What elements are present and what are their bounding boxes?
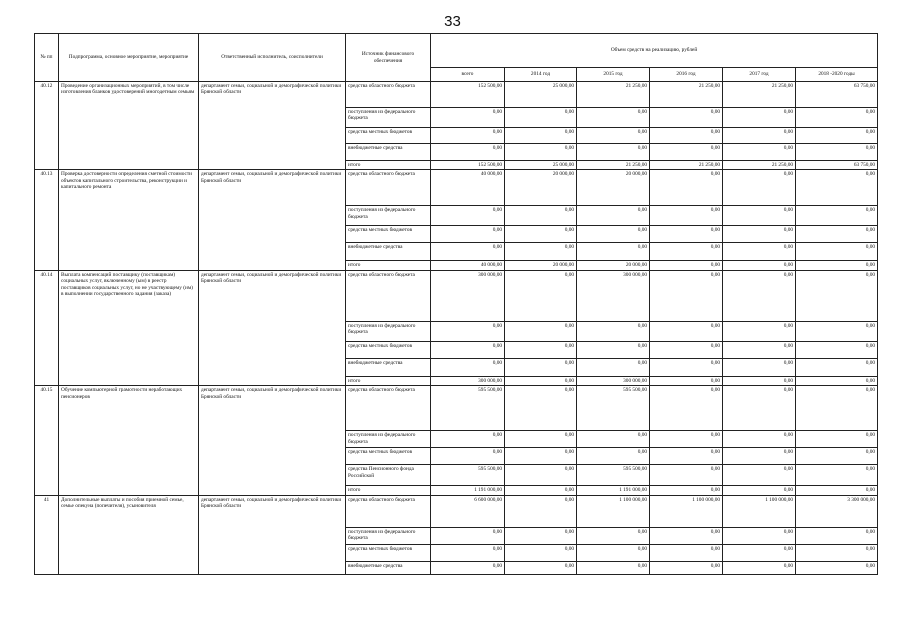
item-executor: департамент семьи, социальной и демографической политики Брянской области [199, 170, 346, 270]
amount-cell: 0,00 [650, 561, 723, 574]
amount-cell: 0,00 [796, 561, 878, 574]
amount-cell: 0,00 [796, 465, 878, 486]
amount-cell: 0,00 [796, 431, 878, 448]
amount-cell: 0,00 [723, 486, 796, 495]
amount-cell: 0,00 [431, 144, 505, 161]
amount-cell: 595 500,00 [577, 465, 650, 486]
amount-cell: 0,00 [650, 544, 723, 561]
funding-source: поступления из федерального бюджета [346, 431, 431, 448]
amount-cell: 0,00 [650, 486, 723, 495]
amount-cell: 0,00 [796, 243, 878, 261]
amount-cell: 0,00 [431, 128, 505, 144]
amount-cell: 21 250,00 [723, 82, 796, 108]
amount-cell: 0,00 [505, 486, 577, 495]
header-year: всего [431, 68, 505, 82]
item-code: 40.12 [35, 82, 59, 170]
amount-cell: 152 500,00 [431, 161, 505, 170]
header-year: 2015 год [577, 68, 650, 82]
amount-cell: 0,00 [505, 226, 577, 243]
amount-cell: 0,00 [723, 170, 796, 206]
table-row [35, 495, 878, 527]
amount-cell: 0,00 [431, 108, 505, 128]
amount-cell: 0,00 [650, 170, 723, 206]
amount-cell: 1 100 000,00 [577, 495, 650, 527]
amount-cell: 595 500,00 [577, 386, 650, 431]
amount-cell: 21 250,00 [650, 161, 723, 170]
amount-cell: 0,00 [505, 206, 577, 226]
amount-cell: 0,00 [577, 431, 650, 448]
amount-cell: 0,00 [505, 386, 577, 431]
item-title: Обучение компьютерной грамотности неработающих пенсионеров [59, 386, 199, 495]
funding-source: итого [346, 261, 431, 270]
amount-cell: 0,00 [796, 386, 878, 431]
amount-cell: 0,00 [796, 144, 878, 161]
amount-cell: 0,00 [796, 321, 878, 341]
table-row [35, 386, 878, 431]
amount-cell: 40 000,00 [431, 170, 505, 206]
amount-cell: 300 000,00 [431, 270, 505, 321]
amount-cell: 0,00 [650, 448, 723, 465]
amount-cell: 0,00 [650, 226, 723, 243]
amount-cell: 0,00 [723, 431, 796, 448]
amount-cell: 0,00 [650, 144, 723, 161]
amount-cell: 0,00 [431, 226, 505, 243]
header-no: № пп [35, 34, 59, 82]
amount-cell: 0,00 [431, 527, 505, 544]
amount-cell: 0,00 [723, 386, 796, 431]
amount-cell: 0,00 [796, 486, 878, 495]
funding-source: итого [346, 376, 431, 385]
funding-source: внебюджетные средства [346, 243, 431, 261]
amount-cell: 300 000,00 [577, 376, 650, 385]
funding-source: внебюджетные средства [346, 144, 431, 161]
table-row [35, 82, 878, 108]
amount-cell: 0,00 [723, 527, 796, 544]
funding-source: средства местных бюджетов [346, 341, 431, 358]
header-program: Подпрограмма, основное мероприятие, мероприятие [59, 34, 199, 82]
amount-cell: 0,00 [505, 431, 577, 448]
table-row [35, 170, 878, 206]
header-year: 2017 год [723, 68, 796, 82]
amount-cell: 0,00 [577, 527, 650, 544]
amount-cell: 0,00 [505, 358, 577, 376]
amount-cell: 0,00 [723, 544, 796, 561]
funding-source: средства местных бюджетов [346, 226, 431, 243]
amount-cell: 0,00 [431, 431, 505, 448]
amount-cell: 25 000,00 [505, 161, 577, 170]
amount-cell: 0,00 [431, 544, 505, 561]
amount-cell: 0,00 [796, 358, 878, 376]
funding-source: средства областного бюджета [346, 386, 431, 431]
item-code: 40.14 [35, 270, 59, 385]
amount-cell: 0,00 [577, 341, 650, 358]
amount-cell: 0,00 [796, 544, 878, 561]
amount-cell: 0,00 [650, 431, 723, 448]
amount-cell: 0,00 [650, 386, 723, 431]
amount-cell: 0,00 [650, 358, 723, 376]
header-source: Источник финансового обеспечения [346, 34, 431, 82]
amount-cell: 0,00 [723, 261, 796, 270]
amount-cell: 0,00 [505, 341, 577, 358]
amount-cell: 0,00 [796, 261, 878, 270]
amount-cell: 0,00 [723, 358, 796, 376]
amount-cell: 300 000,00 [431, 376, 505, 385]
amount-cell: 0,00 [577, 206, 650, 226]
amount-cell: 0,00 [723, 144, 796, 161]
amount-cell: 21 250,00 [650, 82, 723, 108]
header-year: 2014 год [505, 68, 577, 82]
amount-cell: 0,00 [650, 341, 723, 358]
amount-cell: 40 000,00 [431, 261, 505, 270]
amount-cell: 0,00 [650, 527, 723, 544]
funding-source: средства областного бюджета [346, 82, 431, 108]
amount-cell: 3 300 000,00 [796, 495, 878, 527]
amount-cell: 0,00 [431, 243, 505, 261]
funding-source: поступления из федерального бюджета [346, 527, 431, 544]
amount-cell: 20 000,00 [577, 261, 650, 270]
amount-cell: 0,00 [650, 206, 723, 226]
amount-cell: 0,00 [577, 321, 650, 341]
funding-source: поступления из федерального бюджета [346, 108, 431, 128]
amount-cell: 20 000,00 [577, 170, 650, 206]
budget-table [34, 33, 878, 575]
funding-source: внебюджетные средства [346, 561, 431, 574]
funding-source: средства областного бюджета [346, 270, 431, 321]
amount-cell: 0,00 [505, 243, 577, 261]
amount-cell: 0,00 [723, 128, 796, 144]
amount-cell: 20 000,00 [505, 170, 577, 206]
funding-source: внебюджетные средства [346, 358, 431, 376]
amount-cell: 595 500,00 [431, 386, 505, 431]
amount-cell: 0,00 [577, 544, 650, 561]
amount-cell: 0,00 [431, 448, 505, 465]
funding-source: средства областного бюджета [346, 170, 431, 206]
amount-cell: 0,00 [505, 108, 577, 128]
header-executor: Ответственный исполнитель, соисполнители [199, 34, 346, 82]
amount-cell: 0,00 [505, 561, 577, 574]
amount-cell: 0,00 [505, 321, 577, 341]
header-year: 2016 год [650, 68, 723, 82]
amount-cell: 0,00 [650, 321, 723, 341]
amount-cell: 0,00 [650, 376, 723, 385]
amount-cell: 0,00 [650, 243, 723, 261]
funding-source: поступления из федерального бюджета [346, 321, 431, 341]
amount-cell: 0,00 [577, 128, 650, 144]
funding-source: средства областного бюджета [346, 495, 431, 527]
item-executor: департамент семьи, социальной и демографической политики Брянской области [199, 495, 346, 574]
amount-cell: 0,00 [796, 341, 878, 358]
item-executor: департамент семьи, социальной и демографической политики Брянской области [199, 270, 346, 385]
item-title: Проведение организационных мероприятий, в том числе изготовления бланков удостоверений многодетным семьям [59, 82, 199, 170]
amount-cell: 0,00 [723, 321, 796, 341]
amount-cell: 0,00 [505, 128, 577, 144]
funding-source: средства местных бюджетов [346, 128, 431, 144]
amount-cell: 63 750,00 [796, 82, 878, 108]
amount-cell: 0,00 [505, 527, 577, 544]
amount-cell: 0,00 [796, 226, 878, 243]
amount-cell: 0,00 [796, 128, 878, 144]
amount-cell: 0,00 [650, 128, 723, 144]
amount-cell: 0,00 [431, 206, 505, 226]
item-code: 41 [35, 495, 59, 574]
amount-cell: 0,00 [796, 170, 878, 206]
amount-cell: 0,00 [796, 448, 878, 465]
funding-source: средства местных бюджетов [346, 544, 431, 561]
amount-cell: 152 500,00 [431, 82, 505, 108]
funding-source: поступления из федерального бюджета [346, 206, 431, 226]
amount-cell: 1 100 000,00 [650, 495, 723, 527]
amount-cell: 6 600 000,00 [431, 495, 505, 527]
funding-source: итого [346, 161, 431, 170]
amount-cell: 0,00 [723, 561, 796, 574]
amount-cell: 0,00 [796, 527, 878, 544]
item-executor: департамент семьи, социальной и демографической политики Брянской области [199, 386, 346, 495]
amount-cell: 0,00 [505, 376, 577, 385]
item-code: 40.13 [35, 170, 59, 270]
amount-cell: 0,00 [505, 448, 577, 465]
amount-cell: 0,00 [577, 243, 650, 261]
amount-cell: 0,00 [577, 108, 650, 128]
amount-cell: 20 000,00 [505, 261, 577, 270]
amount-cell: 0,00 [577, 561, 650, 574]
amount-cell: 0,00 [505, 495, 577, 527]
amount-cell: 21 250,00 [577, 161, 650, 170]
item-title: Выплата компенсаций поставщику (поставщикам) социальных услуг, включенному (ым) в реестр поставщиков социальных услуг, но не участвующему (им) в выполнении государственного задания (заказа) [59, 270, 199, 385]
amount-cell: 0,00 [723, 226, 796, 243]
amount-cell: 0,00 [577, 448, 650, 465]
amount-cell: 0,00 [431, 358, 505, 376]
amount-cell: 0,00 [796, 376, 878, 385]
amount-cell: 0,00 [505, 144, 577, 161]
amount-cell: 0,00 [723, 206, 796, 226]
table-row [35, 270, 878, 321]
amount-cell: 63 750,00 [796, 161, 878, 170]
amount-cell: 0,00 [723, 270, 796, 321]
item-title: Проверка достоверности определения сметной стоимости объектов капитального строительства, реконструкции и капитального ремонта [59, 170, 199, 270]
amount-cell: 0,00 [723, 465, 796, 486]
amount-cell: 0,00 [650, 108, 723, 128]
amount-cell: 0,00 [723, 108, 796, 128]
amount-cell: 0,00 [577, 144, 650, 161]
amount-cell: 0,00 [650, 261, 723, 270]
item-title: Дополнительные выплаты и пособия приемной семье, семье опекуна (попечителя), усыновителя [59, 495, 199, 574]
funding-source: средства Пенсионного фонда Российской [346, 465, 431, 486]
amount-cell: 300 000,00 [577, 270, 650, 321]
amount-cell: 0,00 [796, 270, 878, 321]
amount-cell: 1 100 000,00 [723, 495, 796, 527]
amount-cell: 595 500,00 [431, 465, 505, 486]
amount-cell: 0,00 [505, 544, 577, 561]
header-volume: Объем средств на реализацию, рублей [431, 34, 878, 68]
amount-cell: 0,00 [796, 206, 878, 226]
item-code: 40.15 [35, 386, 59, 495]
amount-cell: 0,00 [723, 341, 796, 358]
header-year: 2018 -2020 годы [796, 68, 878, 82]
amount-cell: 1 191 000,00 [431, 486, 505, 495]
amount-cell: 0,00 [650, 270, 723, 321]
amount-cell: 0,00 [723, 376, 796, 385]
amount-cell: 1 191 000,00 [577, 486, 650, 495]
amount-cell: 0,00 [577, 358, 650, 376]
amount-cell: 0,00 [650, 465, 723, 486]
amount-cell: 0,00 [723, 243, 796, 261]
page-number: 33 [444, 13, 461, 30]
amount-cell: 0,00 [577, 226, 650, 243]
amount-cell: 21 250,00 [577, 82, 650, 108]
amount-cell: 25 000,00 [505, 82, 577, 108]
amount-cell: 0,00 [431, 321, 505, 341]
amount-cell: 0,00 [796, 108, 878, 128]
amount-cell: 0,00 [431, 561, 505, 574]
item-executor: департамент семьи, социальной и демографической политики Брянской области [199, 82, 346, 170]
amount-cell: 0,00 [431, 341, 505, 358]
amount-cell: 0,00 [505, 270, 577, 321]
funding-source: средства местных бюджетов [346, 448, 431, 465]
amount-cell: 21 250,00 [723, 161, 796, 170]
amount-cell: 0,00 [723, 448, 796, 465]
amount-cell: 0,00 [505, 465, 577, 486]
funding-source: итого [346, 486, 431, 495]
